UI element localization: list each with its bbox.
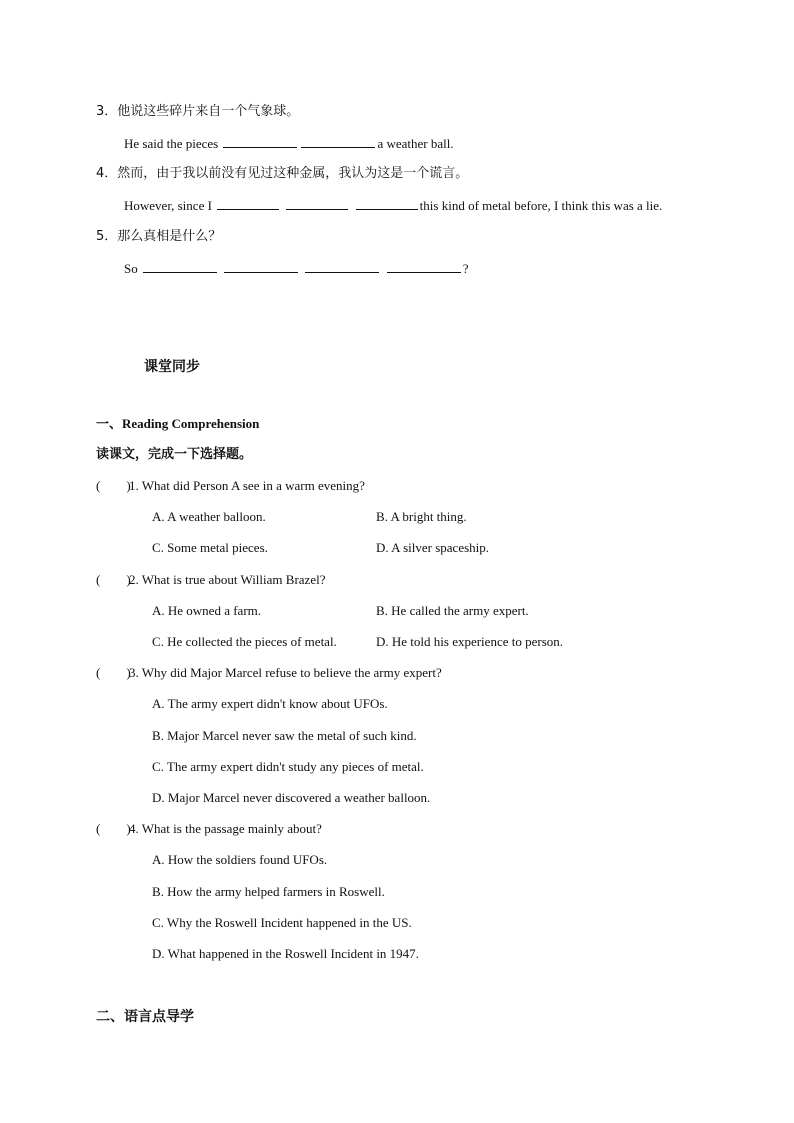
answer-bracket[interactable]: ( ) [96,478,131,493]
fill-blank[interactable] [301,135,375,148]
english-prefix: However, since I [124,198,212,213]
option-b[interactable]: B. Major Marcel never saw the metal of such kind. [152,728,417,743]
item-3-chinese: 3．他说这些碎片来自一个气象球。 [96,104,300,119]
option-a[interactable]: A. He owned a farm. [152,603,262,618]
option-b[interactable]: B. A bright thing. [376,509,467,524]
item-5-chinese: 5．那么真相是什么？ [96,229,222,244]
fill-blank[interactable] [356,197,418,210]
option-d[interactable]: D. He told his experience to person. [376,634,564,649]
answer-bracket[interactable]: ( ) [96,665,131,680]
english-suffix: a weather ball. [377,136,454,151]
question-4 [96,821,322,837]
option-a[interactable]: A. The army expert didn't know about UFOs. [152,696,388,711]
option-b[interactable]: B. How the army helped farmers in Roswell. [152,884,385,899]
option-d[interactable]: D. Major Marcel never discovered a weather balloon. [152,790,431,805]
fill-blank[interactable] [224,260,298,273]
section-number: 一、 [96,417,123,432]
option-c[interactable]: C. Why the Roswell Incident happened in the US. [152,915,412,930]
fill-blank[interactable] [387,260,461,273]
option-d[interactable]: D. A silver spaceship. [376,540,490,555]
option-a[interactable]: A. How the soldiers found UFOs. [152,852,328,867]
fill-blank[interactable] [143,260,217,273]
section-one-instruction: 读课文，完成一下选择题。 [96,447,253,462]
english-prefix: He said the pieces [124,136,219,151]
english-suffix: ? [462,261,469,276]
option-c[interactable]: C. He collected the pieces of metal. [152,634,337,649]
chinese-sentence: 那么真相是什么？ [117,229,222,244]
option-c[interactable]: C. Some metal pieces. [152,540,268,555]
item-3-english [124,135,454,152]
answer-bracket[interactable]: ( ) [96,821,131,836]
fill-blank[interactable] [217,197,279,210]
question-stem: 1. What did Person A see in a warm evening? [129,478,365,493]
question-1 [96,478,365,494]
question-2 [96,572,325,588]
option-c[interactable]: C. The army expert didn't study any pieces of metal. [152,759,424,774]
fill-blank[interactable] [286,197,348,210]
section-title: Reading Comprehension [122,416,260,431]
item-4-english [124,197,662,214]
english-prefix: So [124,261,138,276]
chinese-sentence: 他说这些碎片来自一个气象球。 [117,104,300,119]
item-number: 5 [96,229,105,244]
question-stem: 2. What is true about William Brazel? [129,572,326,587]
item-number: 3 [96,104,105,119]
fill-blank[interactable] [223,135,297,148]
answer-bracket[interactable]: ( ) [96,572,131,587]
section-one-heading [96,416,259,433]
option-a[interactable]: A. A weather balloon. [152,509,266,524]
option-d[interactable]: D. What happened in the Roswell Incident in 1947. [152,946,419,961]
fill-blank[interactable] [305,260,379,273]
english-suffix: this kind of metal before, I think this was a lie. [419,198,663,213]
class-sync-heading: 课堂同步 [144,359,200,375]
section-two-heading: 二、语言点导学 [96,1009,194,1025]
item-5-english [124,260,469,277]
question-stem: 3. Why did Major Marcel refuse to believe the army expert? [129,665,442,680]
question-3 [96,665,442,681]
item-number: 4 [96,166,105,181]
chinese-sentence: 然而，由于我以前没有见过这种金属，我认为这是一个谎言。 [117,166,469,181]
item-4-chinese: 4．然而，由于我以前没有见过这种金属，我认为这是一个谎言。 [96,166,469,181]
option-b[interactable]: B. He called the army expert. [376,603,529,618]
question-stem: 4. What is the passage mainly about? [129,821,322,836]
